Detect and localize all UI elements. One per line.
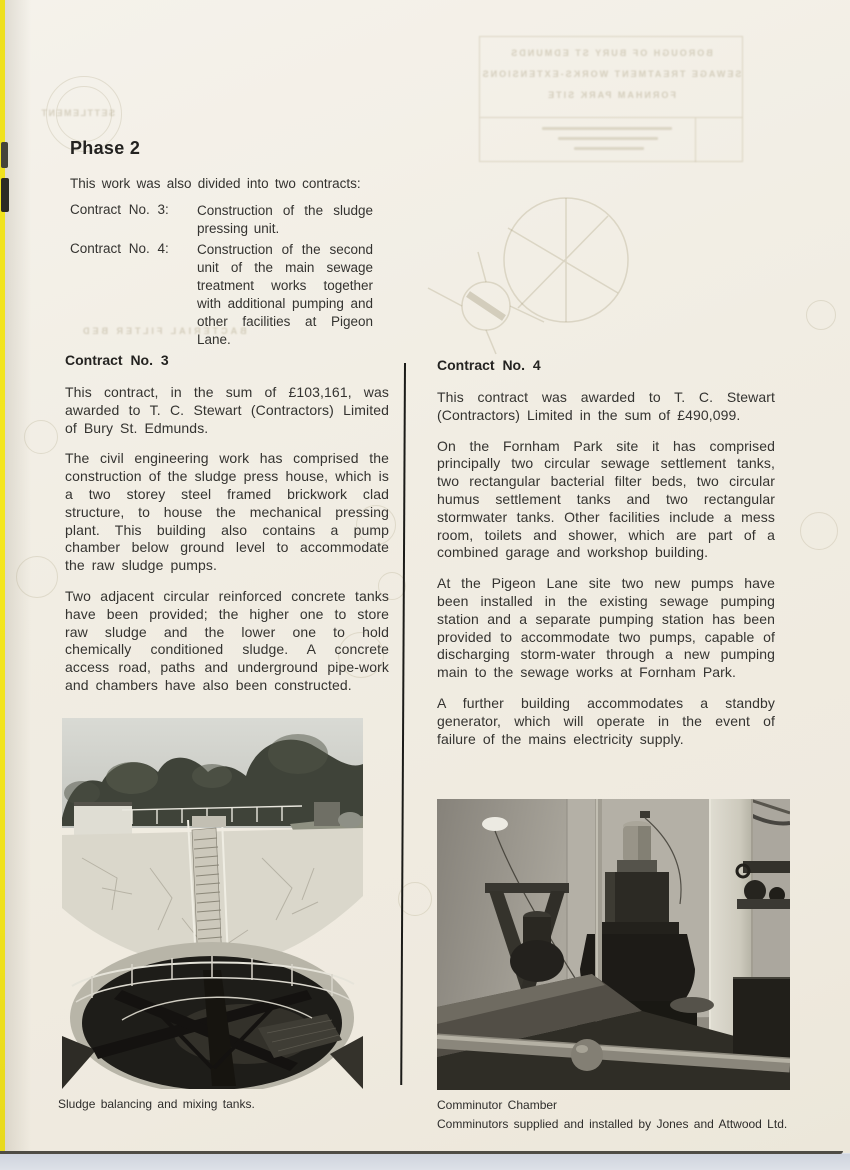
ceiling-lamp	[482, 817, 508, 831]
ghost-filter-text: BACTERIAL FILTER BED	[80, 326, 247, 336]
motor-box	[733, 977, 790, 1059]
ghost-title-line: FORNHAM PARK SITE	[546, 90, 676, 100]
contract-4-summary: Construction of the second unit of the main sewage treatment works together with additional pumping and other facilities at Pigeon Lane.	[197, 242, 373, 347]
contract-3-paragraph: The civil engineering work has comprised the construction of the sludge press house, which is a two storey steel framed brickwork clad structure, to house the mechanical pressing plant. This building also contains a pump chamber below ground level to accommodate the raw sludge pumps.	[65, 450, 389, 574]
contract-4-paragraph: At the Pigeon Lane site two new pumps have been installed in the existing sewage pumping station and a separate pumping station has been provided to accommodate two pumps, capable of discharging storm-water through a new pumping main to the sewage works at Fornham Park.	[437, 575, 775, 681]
contract-summary-list	[70, 202, 380, 352]
ghost-seal-text: SETTLEMENT	[40, 108, 115, 118]
ghost-title-line: SEWAGE TREATMENT WORKS-EXTENSIONS	[480, 69, 742, 79]
contract-4-column	[437, 357, 775, 761]
scanner-background	[0, 1154, 850, 1170]
contract-3-paragraph: Two adjacent circular reinforced concrete tanks have been provided; the higher one to store raw sludge and the lower one to hold chemically conditioned sludge. A concrete access road, paths and underground pipe-work and chambers have also been constructed.	[65, 587, 389, 693]
contract-4-paragraph: A further building accommodates a standby generator, which will operate in the event of failure of the mains electricity supply.	[437, 694, 775, 747]
yellow-edge-strip	[0, 0, 5, 1153]
floor-opening	[670, 997, 714, 1013]
contract-4-heading: Contract No. 4	[437, 357, 541, 373]
contract-4-label: Contract No. 4:	[70, 241, 169, 256]
page-gutter-shadow	[5, 0, 31, 1153]
sludge-tanks-photo	[62, 718, 363, 1089]
binding-mark	[1, 142, 8, 168]
right-photo-caption-line2: Comminutors supplied and installed by Jones and Attwood Ltd.	[437, 1117, 788, 1131]
right-photo-caption-line1: Comminutor Chamber	[437, 1098, 558, 1112]
comminutor-chamber-photo	[437, 799, 790, 1090]
binding-mark	[1, 178, 9, 212]
contract-list-row	[70, 202, 380, 238]
contract-3-summary: Construction of the sludge pressing unit.	[197, 203, 373, 236]
right-photo-caption	[437, 1096, 807, 1134]
intro-sentence: This work was also divided into two contracts:	[70, 176, 361, 191]
ghost-title-line: BOROUGH OF BURY ST EDMUNDS	[509, 48, 713, 58]
contract-3-paragraph: This contract, in the sum of £103,161, was awarded to T. C. Stewart (Contractors) Limited of Bury St. Edmunds.	[65, 384, 389, 436]
left-photo-caption: Sludge balancing and mixing tanks.	[58, 1097, 255, 1111]
contract-3-heading: Contract No. 3	[65, 352, 169, 368]
contract-3-column	[65, 352, 389, 708]
contract-3-label: Contract No. 3:	[70, 202, 169, 217]
contract-4-paragraph: On the Fornham Park site it has comprised principally two circular sewage settlement tanks, two rectangular bacterial filter beds, two circular humus settlement tanks and two rectangular stormwater tanks. Other facilities include a mess room, toilets and shower, which are part of a combined garage and workshop building.	[437, 437, 775, 561]
phase-heading: Phase 2	[70, 138, 141, 158]
contract-4-paragraph: This contract was awarded to T. C. Stewart (Contractors) Limited in the sum of £490,099.	[437, 389, 775, 423]
contract-list-row	[70, 241, 380, 349]
